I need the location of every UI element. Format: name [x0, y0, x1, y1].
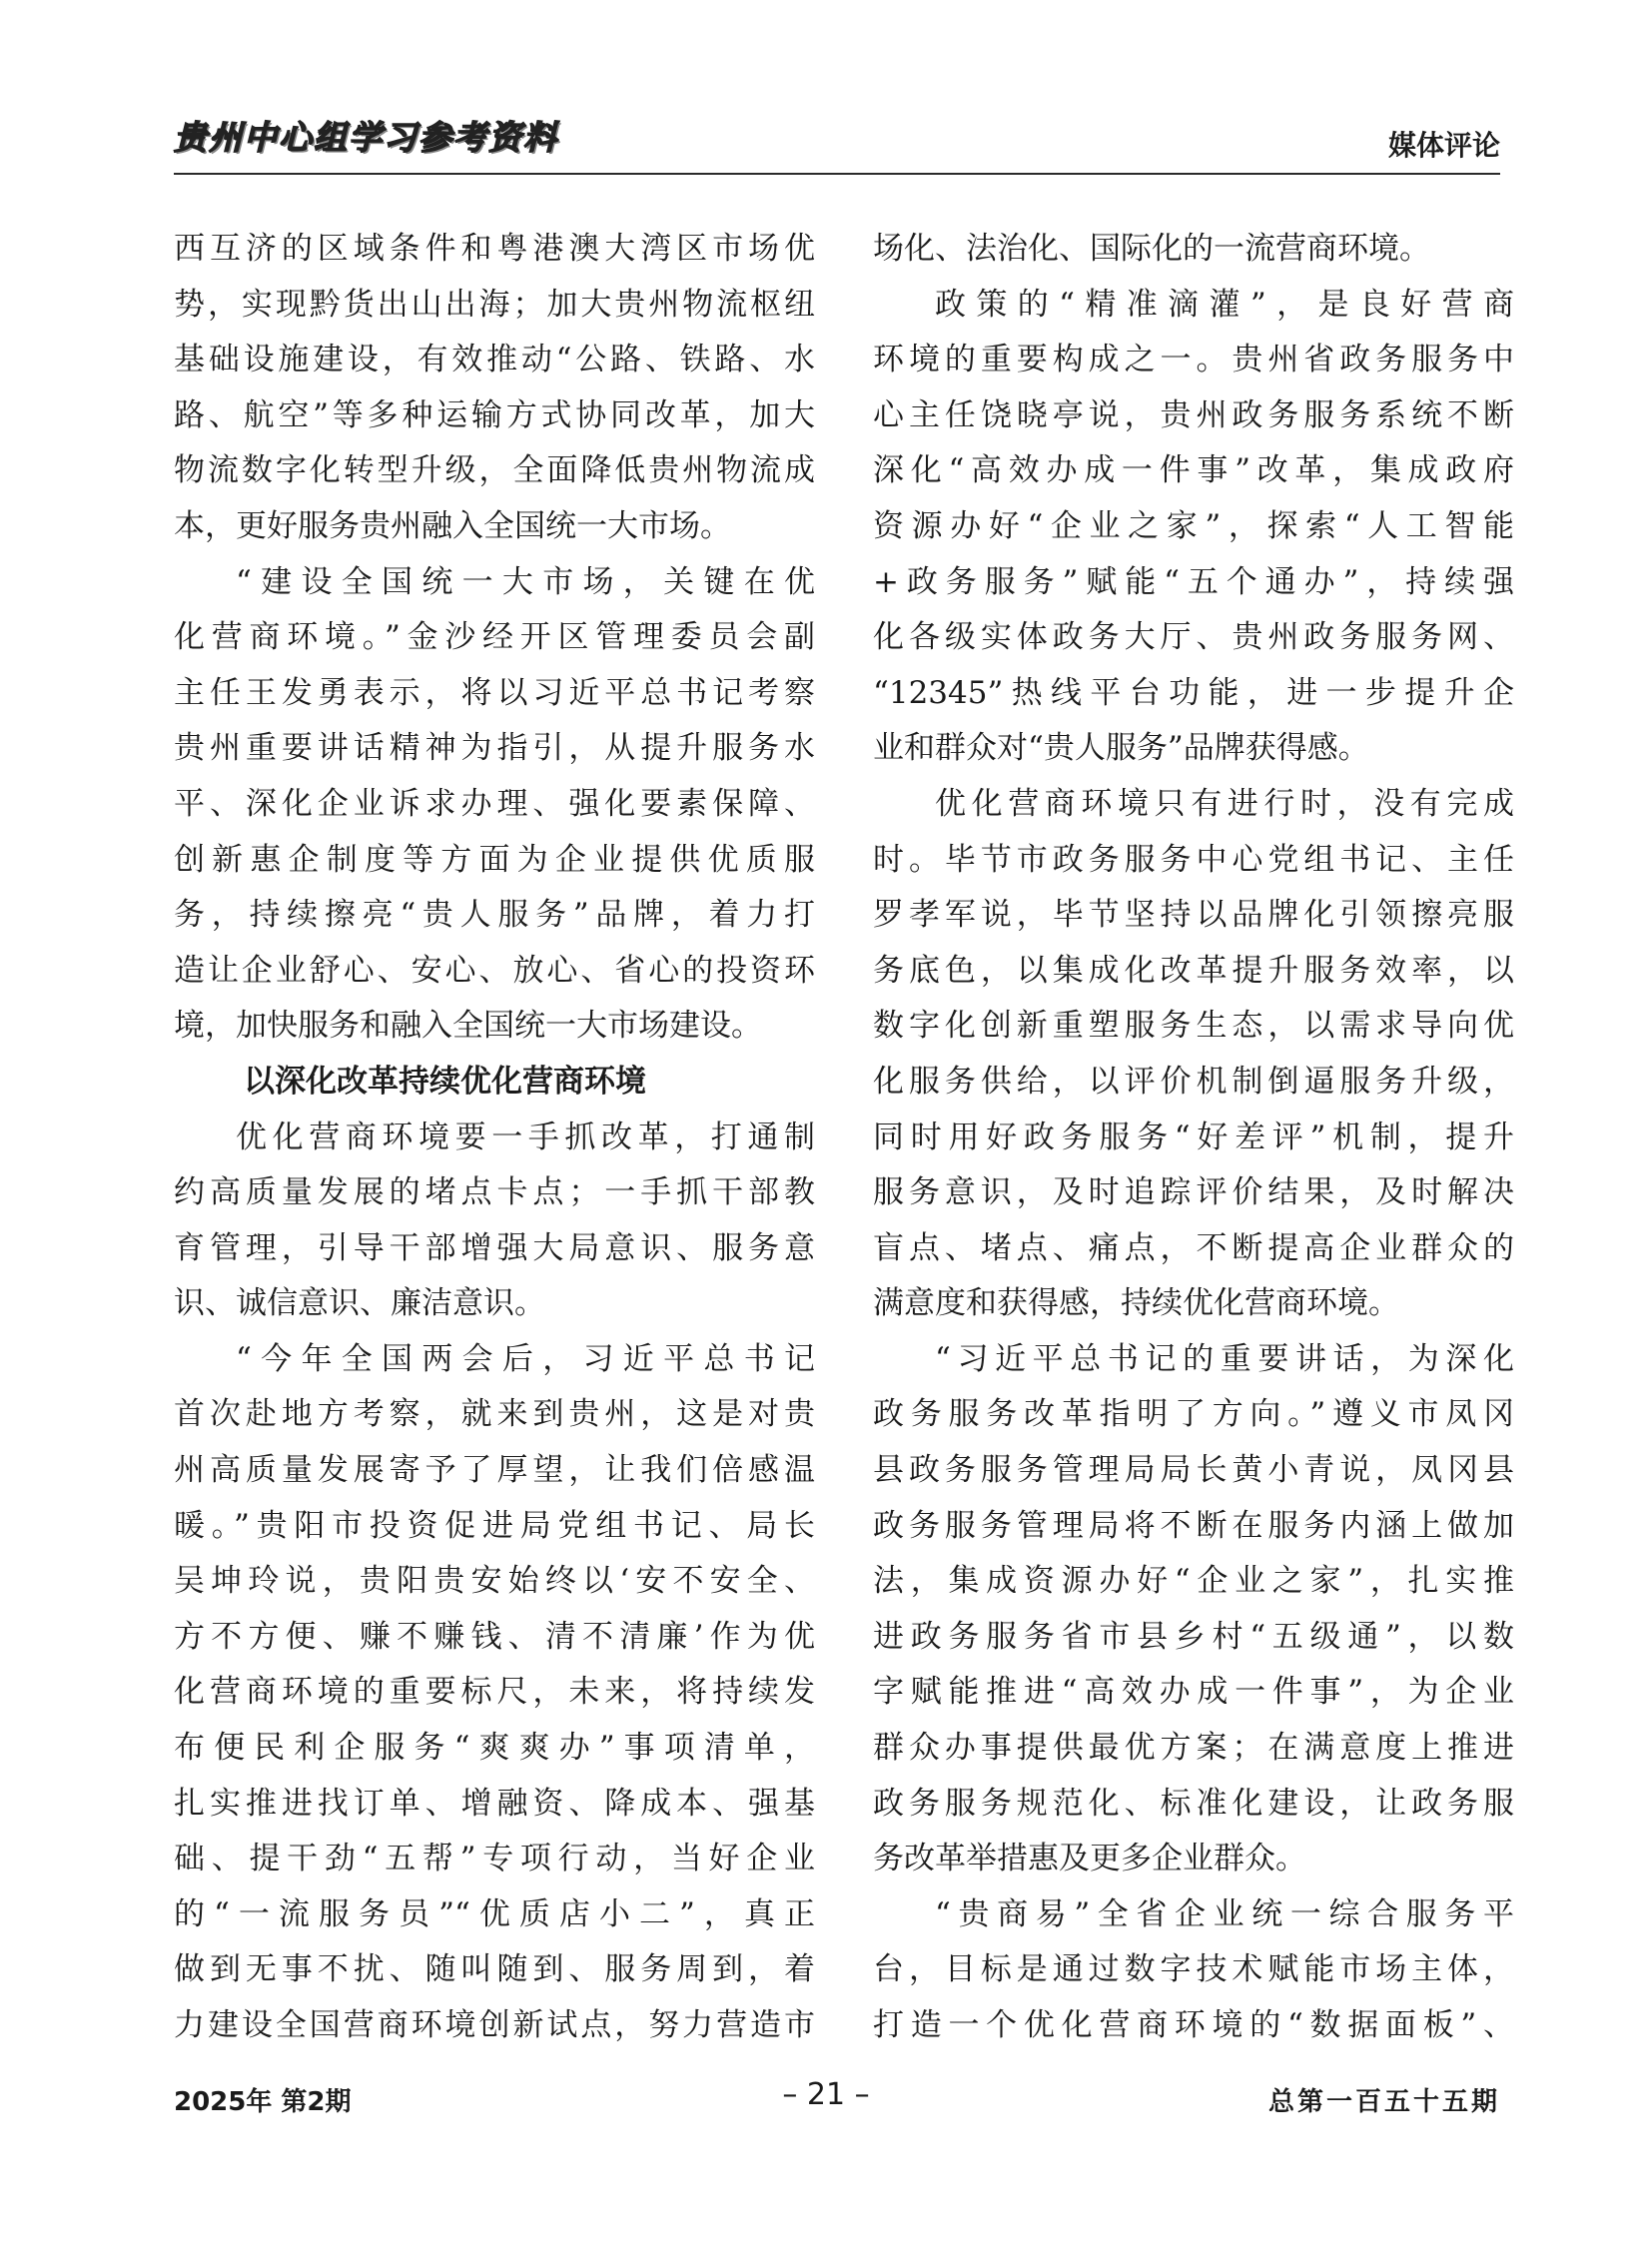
text-line: 础、提干劲“五帮”专项行动，当好企业 — [174, 1841, 815, 1877]
text-line: 识、诚信意识、廉洁意识。 — [174, 1285, 545, 1322]
text-line: 物流数字化转型升级，全面降低贵州物流成 — [174, 452, 815, 489]
text-line: 主任王发勇表示，将以习近平总书记考察 — [174, 674, 815, 711]
text-line: 育管理，引导干部增强大局意识、服务意 — [174, 1229, 815, 1266]
text-line: “今年全国两会后，习近平总书记 — [236, 1340, 815, 1377]
text-line: 群众办事提供最优方案；在满意度上推进 — [873, 1730, 1514, 1767]
text-line: +政务服务”赋能“五个通办”，持续强 — [873, 563, 1514, 600]
text-line: 力建设全国营商环境创新试点，努力营造市 — [174, 2007, 815, 2043]
page-number: – 21 – — [782, 2077, 870, 2112]
text-line: 造让企业舒心、安心、放心、省心的投资环 — [174, 952, 815, 989]
text-line: 服务意识，及时追踪评价结果，及时解决 — [873, 1174, 1514, 1211]
text-line: 化营商环境。”金沙经开区管理委员会副 — [174, 619, 815, 656]
total-issue-label: 总第一百五十五期 — [1267, 2087, 1500, 2117]
text-line: 做到无事不扰、随叫随到、服务周到，着 — [174, 1951, 815, 1988]
text-line: 务改革举措惠及更多企业群众。 — [873, 1841, 1306, 1877]
text-line: 约高质量发展的堵点卡点；一手抓干部教 — [174, 1174, 815, 1211]
text-line: 方不方便、赚不赚钱、清不清廉’作为优 — [174, 1618, 815, 1655]
section-title: 媒体评论 — [1387, 129, 1500, 162]
text-line: 满意度和获得感，持续优化营商环境。 — [873, 1285, 1399, 1322]
text-line: 心主任饶晓亭说，贵州政务服务系统不断 — [873, 396, 1514, 433]
right-text-column — [873, 222, 1514, 2054]
text-line: 西互济的区域条件和粤港澳大湾区市场优 — [174, 231, 815, 267]
text-line: 盲点、堵点、痛点，不断提高企业群众的 — [873, 1229, 1514, 1266]
text-line: 务底色，以集成化改革提升服务效率，以 — [873, 952, 1514, 989]
text-line: “12345”热线平台功能，进一步提升企 — [873, 674, 1514, 711]
text-line: 化服务供给，以评价机制倒逼服务升级， — [873, 1063, 1514, 1100]
text-line: 本，更好服务贵州融入全国统一大市场。 — [174, 507, 731, 544]
text-line: 贵州重要讲话精神为指引，从提升服务水 — [174, 730, 815, 767]
text-line: “贵商易”全省企业统一综合服务平 — [935, 1895, 1514, 1932]
text-line: 化各级实体政务大厅、贵州政务服务网、 — [873, 619, 1514, 656]
text-line: 州高质量发展寄予了厚望，让我们倍感温 — [174, 1452, 815, 1489]
text-line: “建设全国统一大市场，关键在优 — [236, 563, 815, 600]
text-line: 罗孝军说，毕节坚持以品牌化引领擦亮服 — [873, 897, 1514, 934]
text-line: 数字化创新重塑服务生态，以需求导向优 — [873, 1008, 1514, 1045]
text-line: 化营商环境的重要标尺，未来，将持续发 — [174, 1674, 815, 1711]
text-line: 政务服务改革指明了方向。”遵义市凤冈 — [873, 1396, 1514, 1433]
text-line: 进政务服务省市县乡村“五级通”，以数 — [873, 1618, 1514, 1655]
text-line: 境，加快服务和融入全国统一大市场建设。 — [174, 1008, 762, 1045]
text-line: 政务服务规范化、标准化建设，让政务服 — [873, 1785, 1514, 1822]
text-line: 时。毕节市政务服务中心党组书记、主任 — [873, 841, 1514, 878]
text-line: 布便民利企服务“爽爽办”事项清单， — [174, 1730, 815, 1767]
issue-label: 2025年 第2期 — [174, 2087, 352, 2117]
text-line: 场化、法治化、国际化的一流营商环境。 — [873, 231, 1430, 267]
journal-title: 贵州中心组学习参考资料 — [174, 118, 558, 157]
text-line: 扎实推进找订单、增融资、降成本、强基 — [174, 1785, 815, 1822]
text-line: 优化营商环境只有进行时，没有完成 — [935, 785, 1514, 822]
left-text-column — [174, 222, 815, 2054]
text-line: 台，目标是通过数字技术赋能市场主体， — [873, 1951, 1514, 1988]
text-line: 创新惠企制度等方面为企业提供优质服 — [174, 841, 815, 878]
text-line: 吴坤玲说，贵阳贵安始终以‘安不安全、 — [174, 1563, 815, 1600]
text-line: 业和群众对“贵人服务”品牌获得感。 — [873, 730, 1369, 767]
text-line: 路、航空”等多种运输方式协同改革，加大 — [174, 396, 815, 433]
text-line: 务，持续擦亮“贵人服务”品牌，着力打 — [174, 897, 815, 934]
text-line: “习近平总书记的重要讲话，为深化 — [935, 1340, 1514, 1377]
text-line: 基础设施建设，有效推动“公路、铁路、水 — [174, 342, 815, 378]
text-line: 政务服务管理局将不断在服务内涵上做加 — [873, 1507, 1514, 1544]
text-line: 首次赴地方考察，就来到贵州，这是对贵 — [174, 1396, 815, 1433]
header-divider — [174, 173, 1500, 175]
text-line: 平、深化企业诉求办理、强化要素保障、 — [174, 785, 815, 822]
text-line: 打造一个优化营商环境的“数据面板”、 — [873, 2007, 1514, 2043]
section-heading: 以深化改革持续优化营商环境 — [244, 1063, 646, 1100]
text-line: 县政务服务管理局局长黄小青说，凤冈县 — [873, 1452, 1514, 1489]
text-line: 字赋能推进“高效办成一件事”，为企业 — [873, 1674, 1514, 1711]
text-line: 环境的重要构成之一。贵州省政务服务中 — [873, 342, 1514, 378]
text-line: 的“一流服务员”“优质店小二”，真正 — [174, 1895, 815, 1932]
text-line: 政策的“精准滴灌”，是良好营商 — [935, 286, 1514, 323]
text-line: 法，集成资源办好“企业之家”，扎实推 — [873, 1563, 1514, 1600]
text-line: 资源办好“企业之家”，探索“人工智能 — [873, 507, 1514, 544]
text-line: 势，实现黔货出山出海；加大贵州物流枢纽 — [174, 286, 815, 323]
text-line: 深化“高效办成一件事”改革，集成政府 — [873, 452, 1514, 489]
text-line: 优化营商环境要一手抓改革，打通制 — [236, 1119, 815, 1155]
text-line: 暖。”贵阳市投资促进局党组书记、局长 — [174, 1507, 815, 1544]
text-line: 同时用好政务服务“好差评”机制，提升 — [873, 1119, 1514, 1155]
